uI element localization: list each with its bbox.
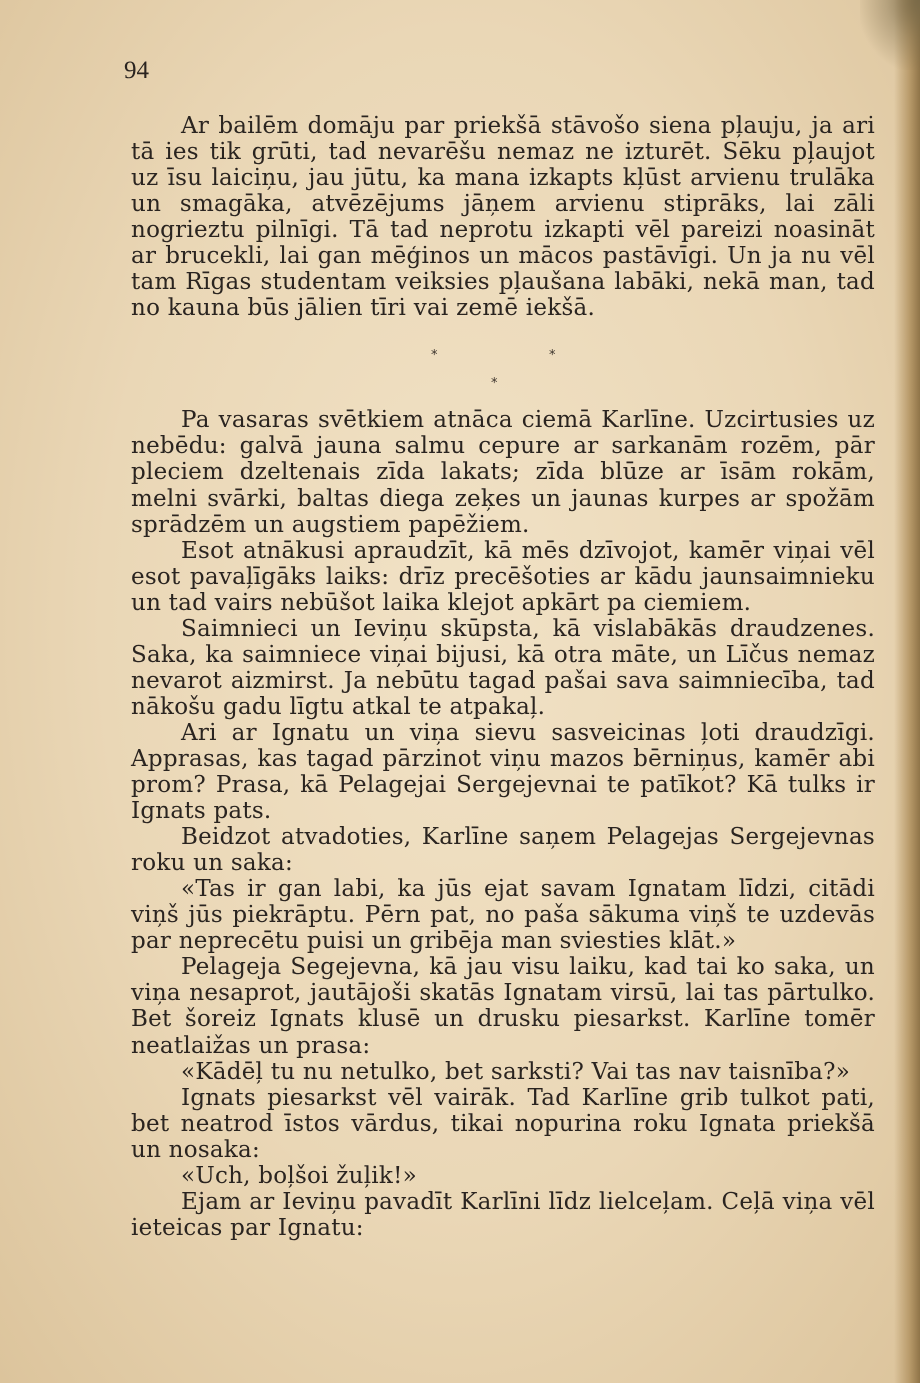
corner-stain xyxy=(860,0,920,70)
paragraph: Pa vasaras svētkiem atnāca ciemā Karlīne. Uzcirtusies uz nebēdu: galvā jauna salmu cepure ar sarkanām rozēm, pār pleciem dzeltenais zīda lakats; zīda blūze ar īsām rokām, melni svārki, baltas diega zeķes un jaunas kurpes ar spožām sprādzēm un augstiem papēžiem. xyxy=(131,407,875,538)
paragraph: Ari ar Ignatu un viņa sievu sasveicinas ļoti draudzīgi. Apprasas, kas tagad pārzinot viņu mazos bērniņus, kamēr abi prom? Prasa, kā Pelagejai Sergejevnai te patīkot? Kā tulks ir Ignats pats. xyxy=(131,719,875,825)
separator-asterisk: * xyxy=(431,348,438,364)
paragraph: Ar bailēm domāju par priekšā stāvošo siena pļauju, ja ari tā ies tik grūti, tad nevarēšu nemaz ne izturēt. Sēku pļaujot uz īsu laiciņu, jau jūtu, ka mana izkapts kļūst arvienu trulāka un smagāka, atvēzējums jāņem arvienu stiprāks, lai zāli nogrieztu pilnīgi. Tā tad neprotu izkapti vēl pareizi noasināt ar brucekli, lai gan mēģinos un mācos pastāvīgi. Un ja nu vēl tam Rīgas studentam veiksies pļaušana labāki, nekā man, tad no kauna būs jālien tīri vai zemē iekšā. xyxy=(131,113,875,322)
body-text xyxy=(131,113,875,1241)
paragraph: Saimnieci un Ieviņu skūpsta, kā vislabākās draudzenes. Saka, ka saimniece viņai bijusi, kā otra māte, un Līčus nemaz nevarot aizmirst. Ja nebūtu tagad pašai sava saimniecība, tad nākošu gadu līgtu atkal te atpakaļ. xyxy=(131,615,875,720)
separator-asterisk: * xyxy=(491,376,498,392)
paragraph: «Kādēļ tu nu netulko, bet sarksti? Vai tas nav taisnība?» xyxy=(181,1058,851,1085)
paragraph: Ignats piesarkst vēl vairāk. Tad Karlīne grib tulkot pati, bet neatrod īstos vārdus, tikai nopurina roku Ignata priekšā un nosaka: xyxy=(131,1084,875,1163)
paragraph: «Tas ir gan labi, ka jūs ejat savam Ignatam līdzi, citādi viņš jūs piekrāptu. Pērn pat, no paša sākuma viņš te uzdevās par neprecētu puisi un gribēja man sviesties klāt.» xyxy=(131,876,875,955)
paragraph: Beidzot atvadoties, Karlīne saņem Pelagejas Sergejevnas roku un saka: xyxy=(131,824,875,877)
paragraph: Ejam ar Ieviņu pavadīt Karlīni līdz lielceļam. Ceļā viņa vēl ieteicas par Ignatu: xyxy=(131,1188,875,1241)
section-separator xyxy=(131,321,875,407)
paragraph: «Uch, boļšoi žuļik!» xyxy=(181,1162,417,1189)
separator-asterisk: * xyxy=(549,348,556,364)
page-edge-shadow xyxy=(894,0,920,1383)
page-number: 94 xyxy=(124,57,149,84)
paragraph: Esot atnākusi apraudzīt, kā mēs dzīvojot, kamēr viņai vēl esot pavaļīgāks laiks: drīz precēšoties ar kādu jaunsaimnieku un tad vairs nebūšot laika klejot apkārt pa ciemiem. xyxy=(131,537,875,616)
paragraph: Pelageja Segejevna, kā jau visu laiku, kad tai ko saka, un viņa nesaprot, jautājoši skatās Ignatam virsū, lai tas pārtulko. Bet šoreiz Ignats klusē un drusku piesarkst. Karlīne tomēr neatlaižas un prasa: xyxy=(131,954,875,1059)
